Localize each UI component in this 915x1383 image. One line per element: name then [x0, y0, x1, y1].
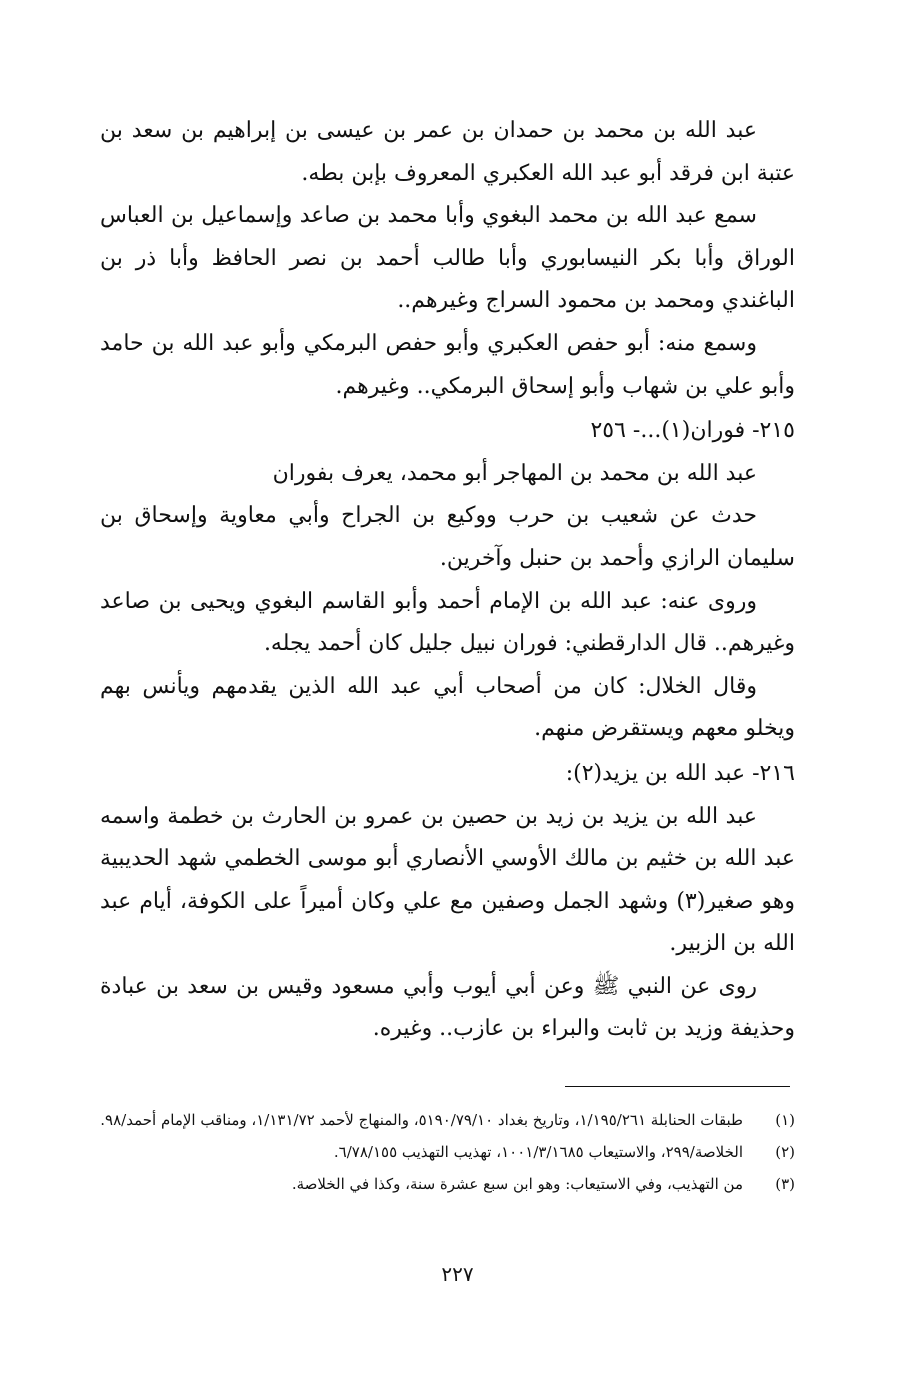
- footnote-text: الخلاصة/٢٩٩، والاستيعاب ١٠٠١/٣/١٦٨٥، تهذيب التهذيب ٦/٧٨/١٥٥.: [333, 1143, 743, 1161]
- paragraph: وقال الخلال: كان من أصحاب أبي عبد الله الذين يقدمهم ويأنس بهم ويخلو معهم ويستقرض منهم.: [100, 673, 795, 742]
- paragraph: عبد الله بن محمد بن المهاجر أبو محمد، يعرف بفوران: [272, 460, 757, 486]
- footnote-separator: [565, 1086, 790, 1087]
- paragraph: روى عن النبي ﷺ وعن أبي أيوب وأبي مسعود وقيس بن سعد بن عبادة وحذيفة وزيد بن ثابت والبراء بن عازب.. وغيره.: [100, 973, 795, 1042]
- paragraph: عبد الله بن محمد بن حمدان بن عمر بن عيسى بن إبراهيم بن سعد بن عتبة ابن فرقد أبو عبد الله العكبري المعروف بإبن بطه.: [100, 118, 795, 186]
- paragraph: سمع عبد الله بن محمد البغوي وأبا محمد بن صاعد وإسماعيل بن العباس الوراق وأبا بكر النيسابوري وأبا طالب أحمد بن نصر الحافظ وأبا ذر بن الباغندي ومحمد بن محمود السراج وغيرهم..: [100, 203, 795, 314]
- paragraph: وسمع منه: أبو حفص العكبري وأبو حفص البرمكي وأبو عبد الله بن حامد وأبو علي بن شهاب وأبو إسحاق البرمكي.. وغيرهم.: [100, 330, 795, 399]
- paragraph: عبد الله بن يزيد بن زيد بن حصين بن عمرو بن الحارث بن خطمة واسمه عبد الله بن خثيم بن مالك الأوسي الأنصاري أبو موسى الخطمي شهد الحديبية وهو صغير(٣) وشهد الجمل وصفين مع علي وكان أميراً على الكوفة، أيام عبد الله بن الزبير.: [100, 803, 795, 957]
- main-text: [100, 110, 795, 1051]
- paragraph: حدث عن شعيب بن حرب ووكيع بن الجراح وأبي معاوية وإسحاق بن سليمان الرازي وأحمد بن حنبل وآخرين.: [100, 503, 795, 571]
- footnote-text: طبقات الحنابلة ١/١٩٥/٢٦١، وتاريخ بغداد ٥١٩٠/٧٩/١٠، والمنهاج لأحمد ١/١٣١/٧٢، ومناقب الإمام أحمد/٩٨.: [100, 1111, 743, 1129]
- entry-heading: ٢١٦- عبد الله بن يزيد(٢):: [565, 760, 795, 786]
- paragraph: وروى عنه: عبد الله بن الإمام أحمد وأبو القاسم البغوي ويحيى بن صاعد وغيرهم.. قال الدارقطني: فوران نبيل جليل كان أحمد يجله.: [100, 588, 795, 657]
- page-number: ٢٢٧: [441, 1262, 474, 1286]
- footnote-number: (٢): [775, 1143, 795, 1161]
- footnote-number: (١): [775, 1111, 795, 1129]
- entry-heading: ٢١٥- فوران(١)...- ٢٥٦: [590, 418, 795, 444]
- footnote: [100, 1104, 795, 1136]
- footnote: [100, 1168, 795, 1200]
- footnotes: [100, 1104, 795, 1200]
- footnote: [100, 1136, 795, 1168]
- footnote-text: من التهذيب، وفي الاستيعاب: وهو ابن سبع عشرة سنة، وكذا في الخلاصة.: [291, 1175, 743, 1193]
- footnote-number: (٣): [775, 1175, 795, 1193]
